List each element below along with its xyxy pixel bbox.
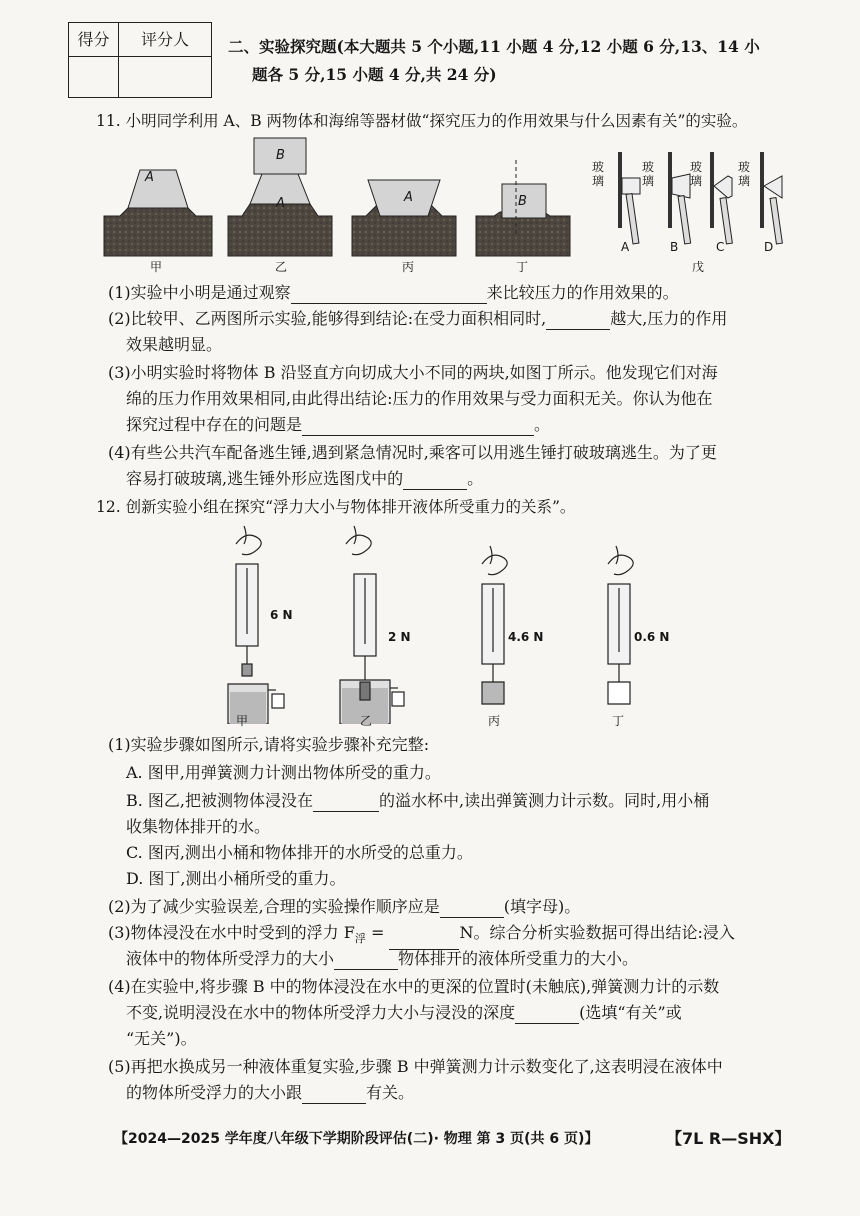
fig-label-bing: 丙 [402,260,415,274]
q11-part3-line1: (3)小明实验时将物体 B 沿竖直方向切成大小不同的两块,如图丁所示。他发现它们对海 [108,363,718,382]
block-b-label-ding: B [518,194,527,209]
glass-label-d: 玻璃 [738,160,751,188]
q11-blank3[interactable] [302,418,534,436]
q12-part4-line2: 不变,说明浸没在水中的物体所受浮力大小与浸没的深度 (选填“有关”或 [126,1003,682,1022]
q11-part4-line2: 容易打破玻璃,逃生锤外形应选图戊中的 。 [126,469,484,488]
q11-part2-line2: 效果越明显。 [126,335,223,354]
grader-cell [119,57,211,97]
fig12-label-ding: 丁 [612,714,625,728]
hammer-label-d: D [764,240,774,254]
block-a-label-jia: A [145,170,154,185]
q11-blank4[interactable] [403,472,467,490]
q12-blank4[interactable] [515,1006,579,1024]
score-table [68,22,212,98]
fig12-label-jia: 甲 [236,714,249,728]
q11-part3-line3: 探究过程中存在的问题是 。 [126,415,551,434]
q12-part4-line1: (4)在实验中,将步骤 B 中的物体浸没在水中的更深的位置时(未触底),弹簧测力计的示数 [108,977,720,996]
q12-stem: 12. 创新实验小组在探究“浮力大小与物体排开液体所受重力的关系”。 [96,498,576,516]
q11-part3-line2: 绵的压力作用效果相同,由此得出结论:压力的作用效果与受力面积无关。你认为他在 [126,389,713,408]
q12-blank2[interactable] [440,900,504,918]
glass-label-b: 玻璃 [642,160,655,188]
q12-blank3b[interactable] [334,952,398,970]
q12-part5-line2: 的物体所受浮力的大小跟 有关。 [126,1083,415,1102]
page-footer-code: 【7L R—SHX】 [666,1129,791,1148]
section-title-line2: 题各 5 分,15 小题 4 分,共 24 分) [252,65,497,84]
reading-jia: 6 N [270,608,293,622]
q12-step-c: C. 图丙,测出小桶和物体排开的水所受的总重力。 [126,843,473,862]
fig-label-yi: 乙 [275,260,288,274]
fig-label-wu: 戊 [692,260,705,274]
hammer-label-c: C [716,240,725,254]
q12-step-d: D. 图丁,测出小桶所受的重力。 [126,869,346,888]
q12-part5-line1: (5)再把水换成另一种液体重复实验,步骤 B 中弹簧测力计示数变化了,这表明浸在液体中 [108,1057,723,1076]
block-a-label-bing: A [404,190,413,205]
q12-blank5[interactable] [302,1086,366,1104]
reading-yi: 2 N [388,630,411,644]
fig12-label-yi: 乙 [360,714,373,728]
glass-label-c: 玻璃 [690,160,703,188]
fig-label-ding: 丁 [516,260,529,274]
score-cell [69,57,119,97]
q11-part4-line1: (4)有些公共汽车配备逃生锤,遇到紧急情况时,乘客可以用逃生锤打破玻璃逃生。为了更 [108,443,717,462]
reading-bing: 4.6 N [508,630,544,644]
page-footer-info: 【2024—2025 学年度八年级下学期阶段评估(二)· 物理 第 3 页(共 6 页)】 [114,1131,599,1147]
q11-sponge-figure [100,134,580,270]
q12-blank-b[interactable] [313,794,379,812]
q12-part1: (1)实验步骤如图所示,请将实验步骤补充完整: [108,735,430,754]
q12-scales-figure [220,524,660,724]
q11-blank2[interactable] [546,312,610,330]
fig12-label-bing: 丙 [488,714,501,728]
q12-part4-line3: “无关”)。 [126,1029,197,1048]
q12-step-b-line2: 收集物体排开的水。 [126,817,271,836]
hammer-label-b: B [670,240,679,254]
block-b-label-yi: B [276,148,285,163]
q12-step-a: A. 图甲,用弹簧测力计测出物体所受的重力。 [126,763,441,782]
q11-part1: (1)实验中小明是通过观察 来比较压力的作用效果的。 [108,283,679,302]
q11-stem: 11. 小明同学利用 A、B 两物体和海绵等器材做“探究压力的作用效果与什么因素有关”的实验。 [96,112,748,130]
score-header: 得分 [69,23,119,57]
hammer-label-a: A [621,240,630,254]
grader-header: 评分人 [119,23,211,57]
block-a-label-yi: A [276,196,285,211]
reading-ding: 0.6 N [634,630,670,644]
q11-part2: (2)比较甲、乙两图所示实验,能够得到结论:在受力面积相同时, 越大,压力的作用 [108,309,728,328]
q11-blank1[interactable] [291,286,487,304]
q12-part2: (2)为了减少实验误差,合理的实验操作顺序应是 (填字母)。 [108,897,581,916]
glass-label-a: 玻璃 [592,160,605,188]
q12-part3-line2: 液体中的物体所受浮力的大小 物体排开的液体所受重力的大小。 [126,949,639,968]
sponge-jia [104,170,212,256]
q12-step-b: B. 图乙,把被测物体浸没在 的溢水杯中,读出弹簧测力计示数。同时,用小桶 [126,791,710,810]
q12-part3: (3)物体浸没在水中时受到的浮力 $F_浮 = N$。综合分析实验数据可得出结论:浸入 [108,922,735,950]
section-title-line1: 二、实验探究题(本大题共 5 个小题,11 小题 4 分,12 小题 6 分,13、14 小 [228,37,760,56]
fig-label-jia: 甲 [150,260,163,274]
